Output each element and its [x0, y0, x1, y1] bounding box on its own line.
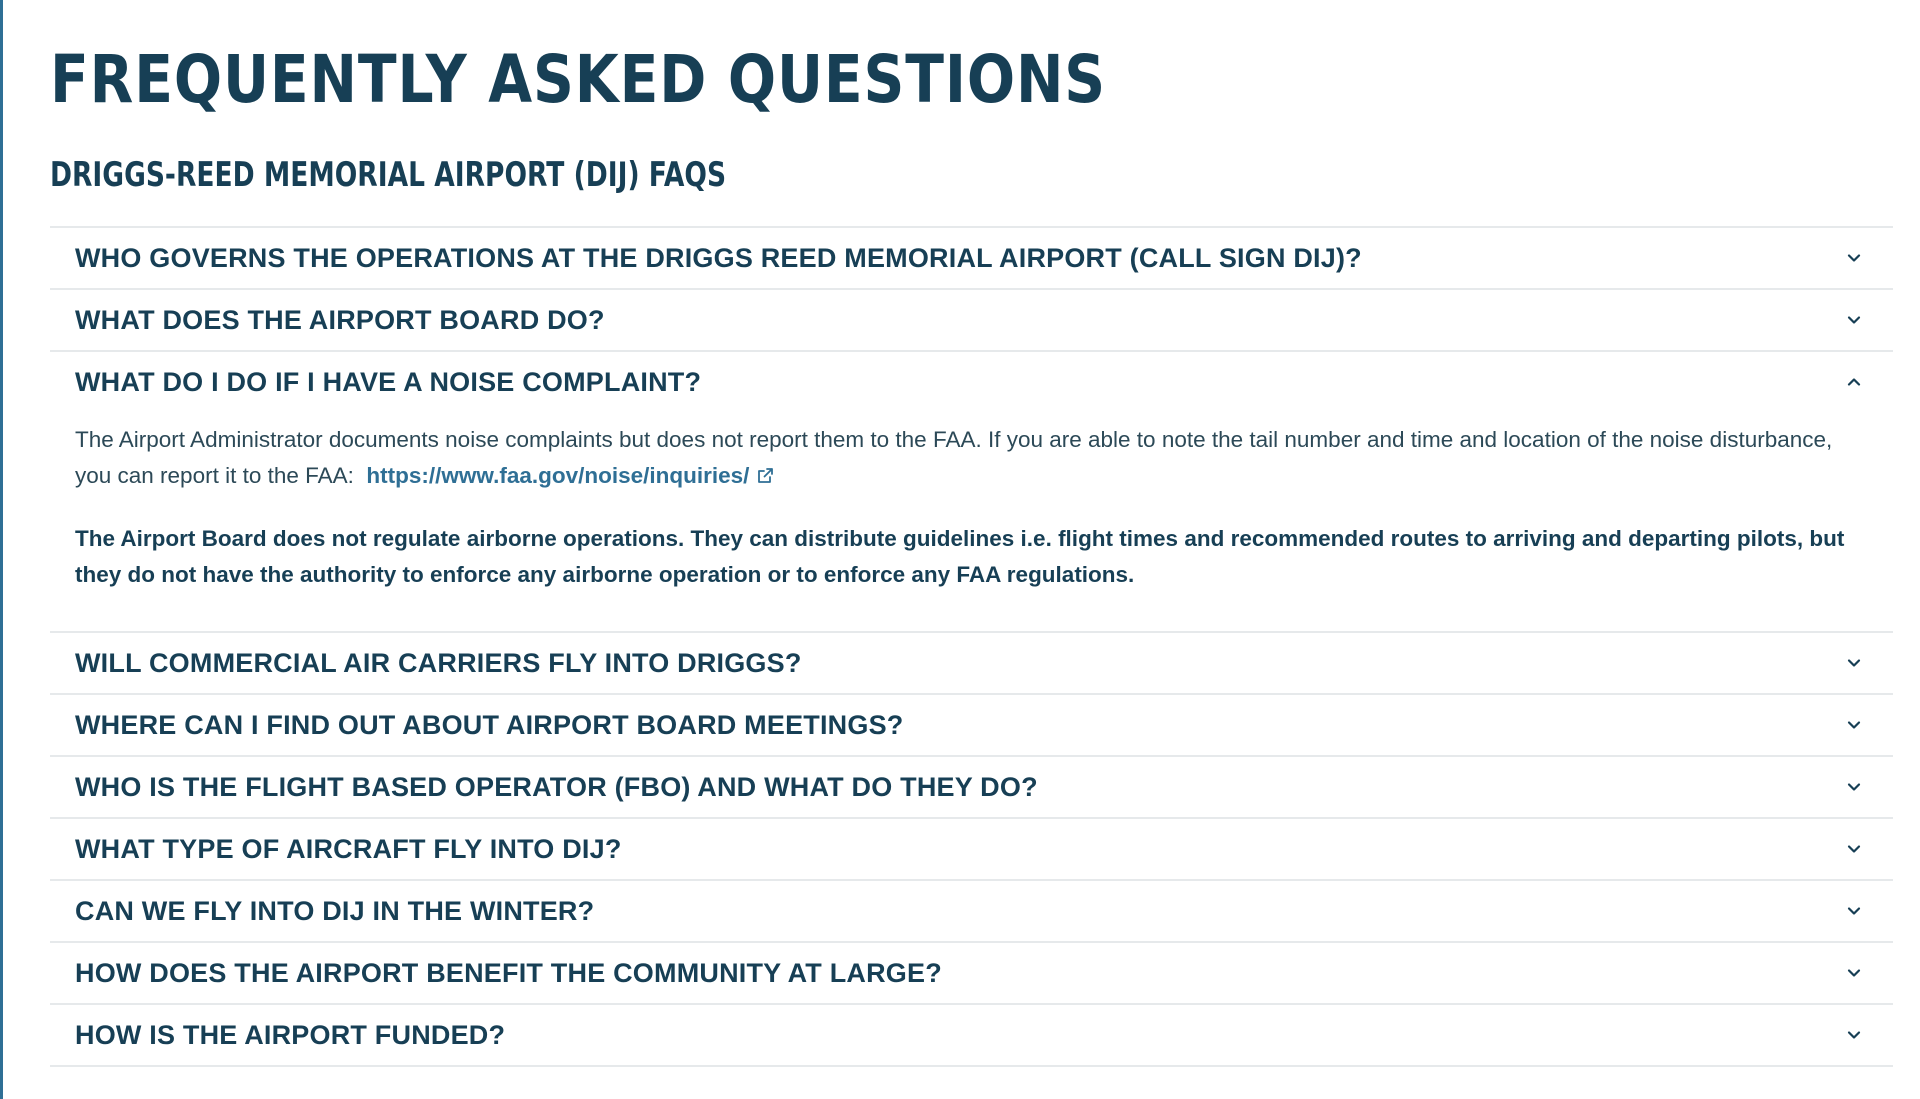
faq-question-text: WHAT TYPE OF AIRCRAFT FLY INTO DIJ?	[75, 833, 622, 864]
external-link-icon	[755, 461, 775, 497]
faq-answer-text: The Airport Administrator documents noise complaints but does not report them to the FAA. If you are able to note the tail number and time and location of the noise disturbance, you can report it to the FAA:	[75, 427, 1833, 488]
faq-question-toggle[interactable]	[50, 228, 1893, 288]
chevron-down-icon[interactable]	[1840, 306, 1868, 334]
faq-question-text: WHAT DOES THE AIRPORT BOARD DO?	[75, 304, 605, 335]
faq-question-toggle[interactable]	[50, 757, 1893, 817]
faa-noise-link[interactable]	[366, 463, 775, 488]
faq-item	[50, 819, 1893, 881]
faq-item	[50, 633, 1893, 695]
faq-question-text: HOW DOES THE AIRPORT BENEFIT THE COMMUNITY AT LARGE?	[75, 957, 942, 988]
faq-question-toggle[interactable]	[50, 352, 1893, 412]
chevron-down-icon[interactable]	[1840, 649, 1868, 677]
faq-item	[50, 943, 1893, 1005]
faq-item	[50, 1005, 1893, 1067]
faq-question-text: HOW IS THE AIRPORT FUNDED?	[75, 1019, 506, 1050]
faq-answer-paragraph	[75, 422, 1868, 497]
faq-item	[50, 695, 1893, 757]
faq-item	[50, 881, 1893, 943]
page-title: FREQUENTLY ASKED QUESTIONS	[50, 41, 1107, 118]
chevron-up-icon[interactable]	[1840, 368, 1868, 396]
faq-answer-bold-paragraph: The Airport Board does not regulate airborne operations. They can distribute guidelines i.e. flight times and recommended routes to arriving and departing pilots, but they do not have the authority to enforce any airborne operation or to enforce any FAA regulations.	[75, 526, 1845, 587]
faq-question-toggle[interactable]	[50, 819, 1893, 879]
faq-answer	[50, 412, 1893, 631]
faq-question-text: WHAT DO I DO IF I HAVE A NOISE COMPLAINT?	[75, 366, 702, 397]
faq-question-toggle[interactable]	[50, 943, 1893, 1003]
faq-question-toggle[interactable]	[50, 1005, 1893, 1065]
chevron-down-icon[interactable]	[1840, 244, 1868, 272]
faq-item-expanded	[50, 352, 1893, 633]
faq-question-text: WHO IS THE FLIGHT BASED OPERATOR (FBO) AND WHAT DO THEY DO?	[75, 771, 1038, 802]
faq-item	[50, 228, 1893, 290]
faq-question-toggle[interactable]	[50, 881, 1893, 941]
faq-question-text: CAN WE FLY INTO DIJ IN THE WINTER?	[75, 895, 595, 926]
chevron-down-icon[interactable]	[1840, 773, 1868, 801]
faq-question-toggle[interactable]	[50, 633, 1893, 693]
chevron-down-icon[interactable]	[1840, 959, 1868, 987]
faq-question-text: WHERE CAN I FIND OUT ABOUT AIRPORT BOARD MEETINGS?	[75, 709, 904, 740]
faq-item	[50, 290, 1893, 352]
chevron-down-icon[interactable]	[1840, 711, 1868, 739]
faa-noise-link-text: https://www.faa.gov/noise/inquiries/	[366, 463, 750, 488]
chevron-down-icon[interactable]	[1840, 897, 1868, 925]
faq-accordion	[50, 226, 1893, 1067]
faq-question-toggle[interactable]	[50, 695, 1893, 755]
faq-question-text: WILL COMMERCIAL AIR CARRIERS FLY INTO DRIGGS?	[75, 647, 802, 678]
faq-item	[50, 757, 1893, 819]
chevron-down-icon[interactable]	[1840, 835, 1868, 863]
chevron-down-icon[interactable]	[1840, 1021, 1868, 1049]
faq-question-text: WHO GOVERNS THE OPERATIONS AT THE DRIGGS REED MEMORIAL AIRPORT (CALL SIGN DIJ)?	[75, 242, 1362, 273]
faq-question-toggle[interactable]	[50, 290, 1893, 350]
section-title: DRIGGS-REED MEMORIAL AIRPORT (DIJ) FAQS	[50, 155, 727, 195]
left-accent-rule	[0, 0, 3, 1099]
